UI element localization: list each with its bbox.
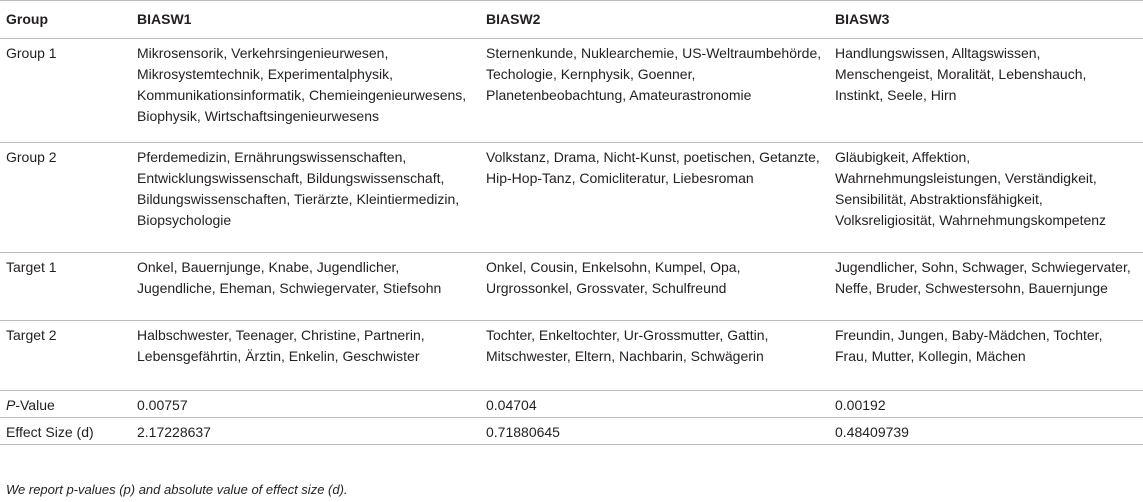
row-label: Target 2 (0, 321, 137, 391)
cell-biasw2: Sternenkunde, Nuklearchemie, US-Weltraumbehörde, Techologie, Kernphysik, Goenner, Planetenbeobachtung, Amateurastronomie (486, 39, 835, 143)
row-label: Target 1 (0, 253, 137, 321)
cell-biasw2: Volkstanz, Drama, Nicht-Kunst, poetischen, Getanzte, Hip-Hop-Tanz, Comicliteratur, Liebesroman (486, 143, 835, 253)
cell-biasw3: Jugendlicher, Sohn, Schwager, Schwiegervater, Neffe, Bruder, Schwestersohn, Bauernjunge (835, 253, 1143, 321)
table-row-effect-size (0, 418, 1143, 445)
cell-biasw2: Tochter, Enkeltochter, Ur-Grossmutter, Gattin, Mitschwester, Eltern, Nachbarin, Schwägerin (486, 321, 835, 391)
row-label: Effect Size (d) (0, 418, 137, 445)
table-row-target-2 (0, 321, 1143, 391)
p-label-rest: -Value (15, 397, 55, 413)
header-group: Group (0, 1, 137, 39)
cell-biasw2: 0.04704 (486, 391, 835, 418)
row-label-p-value (0, 391, 137, 418)
cell-biasw1: Halbschwester, Teenager, Christine, Partnerin, Lebensgefährtin, Ärztin, Enkelin, Geschwister (137, 321, 486, 391)
header-row (0, 1, 1143, 39)
row-label: Group 2 (0, 143, 137, 253)
cell-biasw2: Onkel, Cousin, Enkelsohn, Kumpel, Opa, Urgrossonkel, Grossvater, Schulfreund (486, 253, 835, 321)
header-biasw3: BIASW3 (835, 1, 1143, 39)
cell-biasw1: Pferdemedizin, Ernährungswissenschaften, Entwicklungswissenschaft, Bildungswissenschaft, Bildungswissenschaften, Tierärzte, Kleintiermedizin, Biopsychologie (137, 143, 486, 253)
header-biasw1: BIASW1 (137, 1, 486, 39)
cell-biasw1: Mikrosensorik, Verkehrsingenieurwesen, Mikrosystemtechnik, Experimentalphysik, Kommunikationsinformatik, Chemieingenieurwesens, Biophysik, Wirtschaftsingenieurwesens (137, 39, 486, 143)
row-label: Group 1 (0, 39, 137, 143)
p-italic: P (6, 397, 16, 413)
table-row-group-2 (0, 143, 1143, 253)
cell-biasw3: Gläubigkeit, Affektion, Wahrnehmungsleistungen, Verständigkeit, Sensibilität, Abstraktionsfähigkeit, Volksreligiosität, Wahrnehmungskompetenz (835, 143, 1143, 253)
table-row-target-1 (0, 253, 1143, 321)
table-footnote: We report p-values (p) and absolute value of effect size (d). (6, 482, 348, 497)
cell-biasw3: 0.00192 (835, 391, 1143, 418)
cell-biasw1: 0.00757 (137, 391, 486, 418)
header-biasw2: BIASW2 (486, 1, 835, 39)
cell-biasw3: Handlungswissen, Alltagswissen, Menschengeist, Moralität, Lebenshauch, Instinkt, Seele, Hirn (835, 39, 1143, 143)
cell-biasw2: 0.71880645 (486, 418, 835, 445)
cell-biasw1: Onkel, Bauernjunge, Knabe, Jugendlicher, Jugendliche, Eheman, Schwiegervater, Stiefsohn (137, 253, 486, 321)
cell-biasw3: 0.48409739 (835, 418, 1143, 445)
table-row-group-1 (0, 39, 1143, 143)
cell-biasw1: 2.17228637 (137, 418, 486, 445)
cell-biasw3: Freundin, Jungen, Baby-Mädchen, Tochter, Frau, Mutter, Kollegin, Mächen (835, 321, 1143, 391)
table-row-p-value (0, 391, 1143, 418)
